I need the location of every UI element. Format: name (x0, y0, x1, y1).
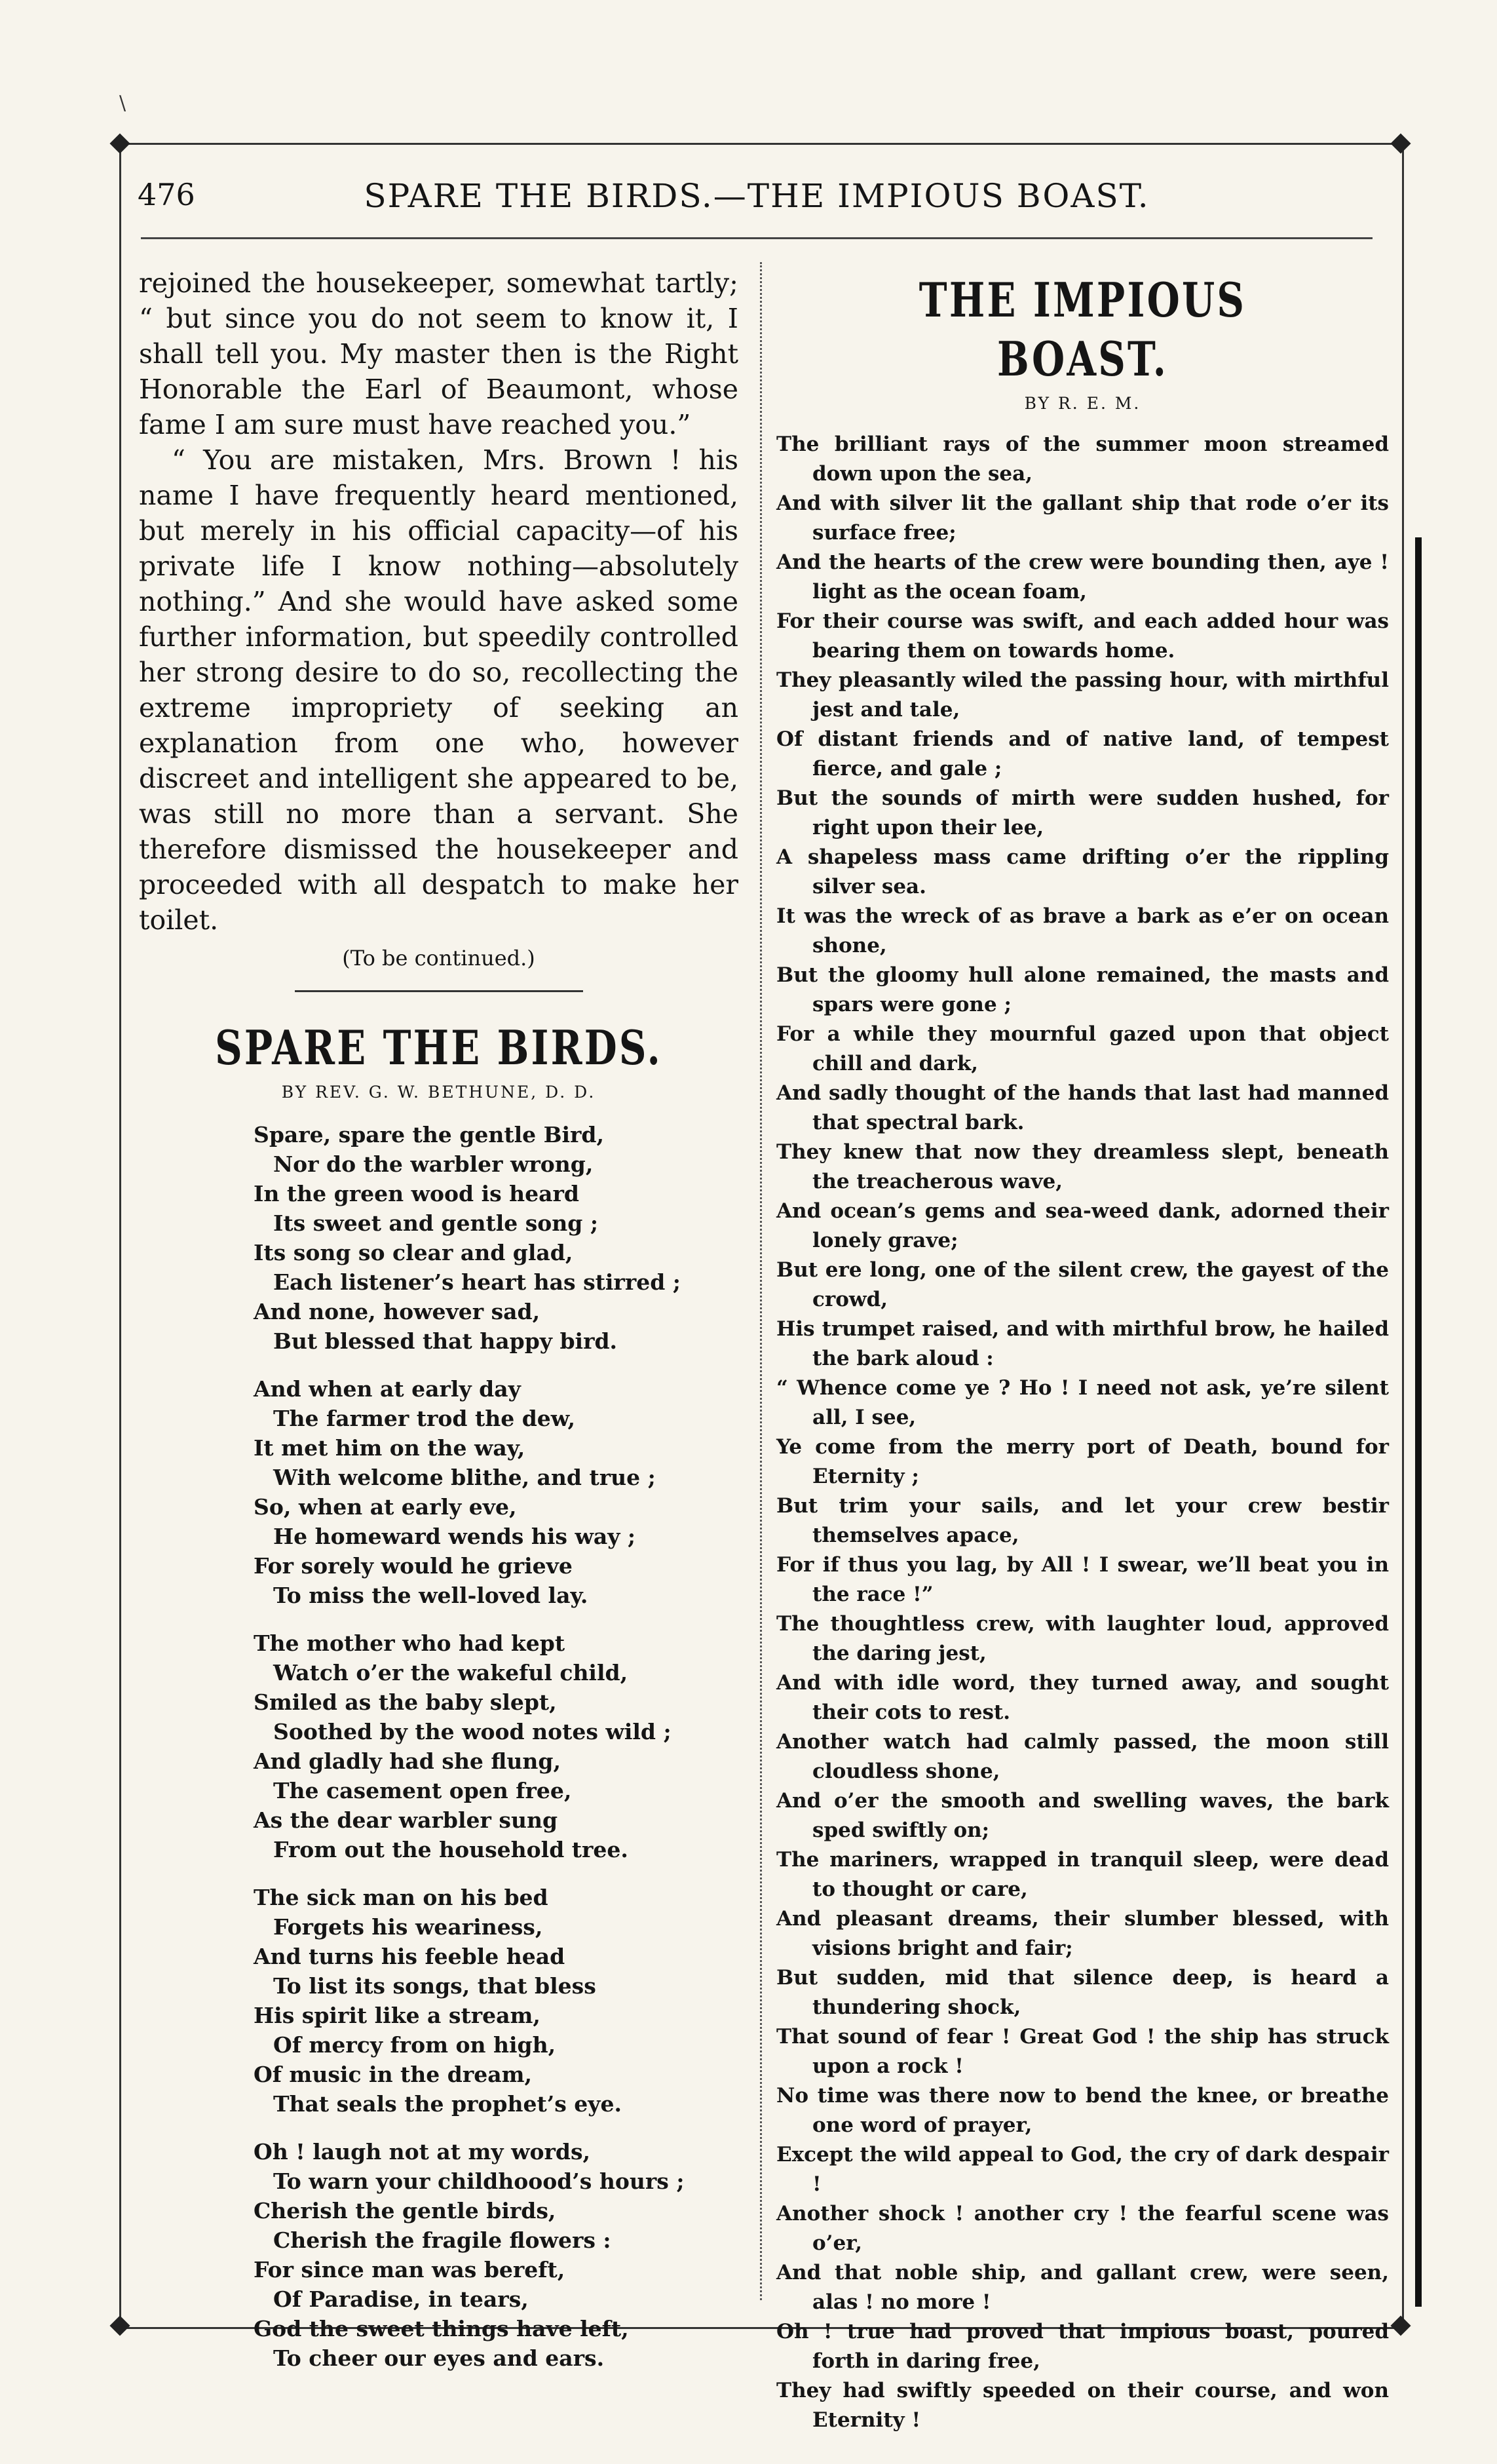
poem-line: To warn your childhoood’s hours ; (273, 2168, 685, 2194)
story-continuation (139, 265, 738, 938)
poem-line: And ocean’s gems and sea-weed dank, adorned their lonely grave; (776, 1199, 1389, 1252)
poem-line: The farmer trod the dew, (273, 1406, 575, 1431)
poem-line: With welcome blithe, and true ; (273, 1465, 656, 1490)
poem-line: Forgets his weariness, (273, 1914, 543, 1940)
poem-line: That seals the prophet’s eye. (273, 2091, 622, 2117)
stanza (254, 1120, 738, 1356)
poem-line: To cheer our eyes and ears. (273, 2345, 605, 2371)
poem-line: No time was there now to bend the knee, or breathe one word of prayer, (776, 2084, 1389, 2137)
poem-line: For a while they mournful gazed upon that object chill and dark, (776, 1022, 1389, 1075)
poem-line: The mariners, wrapped in tranquil sleep, were dead to thought or care, (776, 1848, 1389, 1901)
poem-line: Of distant friends and of native land, of tempest fierce, and gale ; (776, 727, 1389, 780)
poem-line: To miss the well-loved lay. (273, 1583, 588, 1608)
stanza (254, 2137, 738, 2373)
poem-line: The casement open free, (273, 1778, 572, 1803)
poem-line: His trumpet raised, and with mirthful brow, he hailed the bark aloud : (776, 1317, 1389, 1370)
continued-notice: (To be continued.) (342, 946, 535, 971)
poem-title: THE IMPIOUS BOAST. (919, 272, 1247, 387)
poem-line: The thoughtless crew, with laughter loud, approved the daring jest, (776, 1612, 1389, 1665)
poem-line: He homeward wends his way ; (273, 1524, 636, 1549)
poem-byline: BY REV. G. W. BETHUNE, D. D. (281, 1083, 596, 1102)
poem-line: In the green wood is heard (254, 1181, 579, 1206)
poem-line: But ere long, one of the silent crew, the gayest of the crowd, (776, 1258, 1389, 1311)
poem-line: But the sounds of mirth were sudden hushed, for right upon their lee, (776, 786, 1389, 839)
poem-line: Its song so clear and glad, (254, 1240, 573, 1265)
poem-line: Another shock ! another cry ! the fearful scene was o’er, (776, 2202, 1389, 2255)
poem-line: Soothed by the wood notes wild ; (273, 1719, 672, 1744)
poem-line: For since man was bereft, (254, 2257, 565, 2282)
poem-line: As the dear warbler sung (254, 1807, 558, 1833)
header-rule (141, 237, 1373, 239)
poem-line: They had swiftly speeded on their course, and won Eternity ! (776, 2379, 1389, 2432)
poem-line: And turns his feeble head (254, 1944, 565, 1969)
page-mark: \ (119, 92, 126, 115)
section-rule (295, 990, 583, 992)
poem-line: A shapeless mass came drifting o’er the rippling silver sea. (776, 845, 1389, 898)
poem-line: Watch o’er the wakeful child, (273, 1660, 628, 1685)
poem-line: And o’er the smooth and swelling waves, the bark sped swiftly on; (776, 1789, 1389, 1842)
poem-line: And when at early day (254, 1376, 521, 1402)
poem-body (139, 1120, 738, 2373)
poem-line: Of music in the dream, (254, 2062, 533, 2087)
poem-line: Spare, spare the gentle Bird, (254, 1122, 604, 1147)
poem-line: Ye come from the merry port of Death, bound for Eternity ; (776, 1435, 1389, 1488)
prose-paragraph: rejoined the housekeeper, somewhat tartly; “ but since you do not seem to know it, I shall tell you. My master then is the Right Honorable the Earl of Beaumont, whose fame I am sure must have reached you.” (139, 267, 738, 440)
poem-line: But blessed that happy bird. (273, 1328, 618, 1354)
poem-line: But sudden, mid that silence deep, is heard a thundering shock, (776, 1966, 1389, 2019)
poem-line: Cherish the gentle birds, (254, 2198, 556, 2223)
right-column (776, 265, 1389, 2435)
poem-line: That sound of fear ! Great God ! the ship has struck upon a rock ! (776, 2025, 1389, 2078)
poem-line: Except the wild appeal to God, the cry of dark despair ! (776, 2143, 1389, 2196)
running-title: SPARE THE BIRDS.—THE IMPIOUS BOAST. (364, 177, 1150, 215)
poem-line: Oh ! true had proved that impious boast, poured forth in daring free, (776, 2320, 1389, 2373)
poem-line: The brilliant rays of the summer moon streamed down upon the sea, (776, 433, 1389, 486)
poem-line: Of Paradise, in tears, (273, 2286, 529, 2312)
poem-line: Of mercy from on high, (273, 2032, 556, 2058)
poem-line: To list its songs, that bless (273, 1973, 596, 1999)
prose-paragraph: “ You are mistaken, Mrs. Brown ! his name I have frequently heard mentioned, but merely in his official capacity—of his private life I know nothing—absolutely nothing.” And she would have asked some further information, but speedily controlled her strong desire to do so, recollecting the extreme impropriety of seeking an explanation from one who, however discreet and intelligent she appeared to be, was still no more than a servant. She therefore dismissed the housekeeper and proceeded with all despatch to make her toilet. (139, 444, 738, 936)
poem-line: And the hearts of the crew were bounding then, aye ! light as the ocean foam, (776, 550, 1389, 604)
poem-line: Another watch had calmly passed, the moon still cloudless shone, (776, 1730, 1389, 1783)
stanza (254, 1883, 738, 2119)
poem-line: But trim your sails, and let your crew bestir themselves apace, (776, 1494, 1389, 1547)
poem-line: From out the household tree. (273, 1837, 628, 1862)
poem-line: And sadly thought of the hands that last had manned that spectral bark. (776, 1081, 1389, 1134)
poem-line: They knew that now they dreamless slept, beneath the treacherous wave, (776, 1140, 1389, 1193)
page-header (124, 177, 1389, 229)
poem-line: For sorely would he grieve (254, 1553, 573, 1579)
poem-line: And that noble ship, and gallant crew, were seen, alas ! no more ! (776, 2261, 1389, 2314)
poem-line: The mother who had kept (254, 1630, 565, 1656)
poem-line: It was the wreck of as brave a bark as e’er on ocean shone, (776, 904, 1389, 957)
poem-line: And gladly had she flung, (254, 1748, 561, 1774)
poem-line: Nor do the warbler wrong, (273, 1151, 594, 1177)
poem-line: Smiled as the baby slept, (254, 1689, 557, 1715)
poem-line: Its sweet and gentle song ; (273, 1210, 599, 1236)
poem-byline: BY R. E. M. (1024, 394, 1141, 413)
poem-line: And with silver lit the gallant ship that rode o’er its surface free; (776, 491, 1389, 545)
poem-body (776, 430, 1389, 2435)
page-number: 476 (138, 177, 195, 212)
poem-line: And with idle word, they turned away, and sought their cots to rest. (776, 1671, 1389, 1724)
poem-line: And none, however sad, (254, 1299, 540, 1324)
poem-line: His spirit like a stream, (254, 2003, 540, 2028)
poem-line: Oh ! laugh not at my words, (254, 2139, 591, 2165)
poem-line: “ Whence come ye ? Ho ! I need not ask, ye’re silent all, I see, (776, 1376, 1389, 1429)
stanza (254, 1374, 738, 1610)
poem-line: Each listener’s heart has stirred ; (273, 1269, 681, 1295)
poem-line: But the gloomy hull alone remained, the masts and spars were gone ; (776, 963, 1389, 1016)
poem-line: For if thus you lag, by All ! I swear, we’ll beat you in the race !” (776, 1553, 1389, 1606)
stanza (254, 1628, 738, 1864)
poem-line: The sick man on his bed (254, 1885, 548, 1910)
poem-line: It met him on the way, (254, 1435, 525, 1461)
column-divider (760, 262, 762, 2300)
poem-line: For their course was swift, and each added hour was bearing them on towards home. (776, 609, 1389, 663)
poem-line: And pleasant dreams, their slumber blessed, with visions bright and fair; (776, 1907, 1389, 1960)
poem-title: SPARE THE BIRDS. (215, 1020, 662, 1075)
poem-line: They pleasantly wiled the passing hour, with mirthful jest and tale, (776, 668, 1389, 722)
poem-line: God the sweet things have left, (254, 2316, 629, 2341)
left-column (139, 265, 738, 2373)
poem-line: Cherish the fragile flowers : (273, 2227, 611, 2253)
poem-line: So, when at early eve, (254, 1494, 517, 1520)
page-edge-shadow (1415, 537, 1422, 2307)
